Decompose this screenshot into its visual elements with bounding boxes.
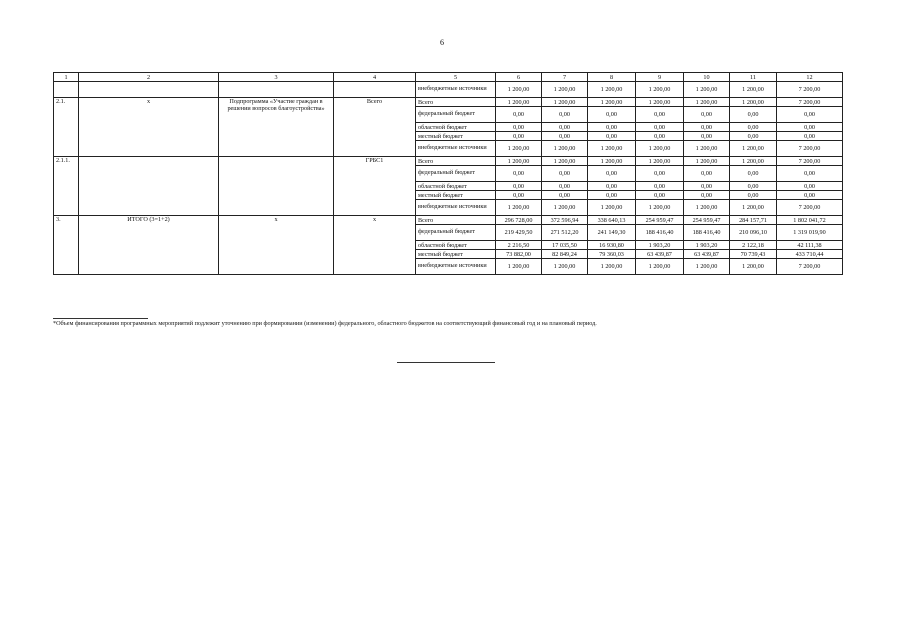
value-cell: 0,00 <box>542 123 588 132</box>
value-cell: 1 903,20 <box>636 241 684 250</box>
header-cell: 12 <box>777 73 843 82</box>
value-cell: 372 596,94 <box>542 216 588 225</box>
header-cell: 4 <box>334 73 416 82</box>
value-cell: 7 200,00 <box>777 157 843 166</box>
value-cell: 1 200,00 <box>542 141 588 157</box>
value-cell: 1 200,00 <box>636 98 684 107</box>
value-cell: 254 959,47 <box>636 216 684 225</box>
value-cell: 7 200,00 <box>777 259 843 275</box>
value-cell: 1 200,00 <box>730 157 777 166</box>
value-cell: 1 802 041,72 <box>777 216 843 225</box>
header-cell: 1 <box>54 73 79 82</box>
value-cell: 1 200,00 <box>730 141 777 157</box>
header-cell: 8 <box>588 73 636 82</box>
value-cell: 79 360,03 <box>588 250 636 259</box>
value-cell: 1 319 019,90 <box>777 225 843 241</box>
value-cell: 0,00 <box>496 123 542 132</box>
value-cell: 433 710,44 <box>777 250 843 259</box>
value-cell: 7 200,00 <box>777 98 843 107</box>
value-cell: 1 200,00 <box>636 200 684 216</box>
header-cell: 11 <box>730 73 777 82</box>
value-cell: 82 849,24 <box>542 250 588 259</box>
value-cell: 0,00 <box>777 107 843 123</box>
source-label: местный бюджет <box>416 132 496 141</box>
value-cell: 0,00 <box>684 132 730 141</box>
value-cell: 188 416,40 <box>636 225 684 241</box>
source-label: внебюджетные источники <box>416 141 496 157</box>
value-cell: 1 200,00 <box>636 259 684 275</box>
executor-name: Всего <box>334 98 416 157</box>
empty-cell <box>334 82 416 98</box>
value-cell: 0,00 <box>636 123 684 132</box>
value-cell: 1 200,00 <box>588 200 636 216</box>
source-label: внебюджетные источники <box>416 259 496 275</box>
value-cell: 0,00 <box>730 182 777 191</box>
source-label: внебюджетные источники <box>416 200 496 216</box>
value-cell: 1 200,00 <box>496 200 542 216</box>
value-cell: 7 200,00 <box>777 141 843 157</box>
value-cell: 241 149,30 <box>588 225 636 241</box>
source-label: Всего <box>416 157 496 166</box>
header-cell: 6 <box>496 73 542 82</box>
value-cell: 1 200,00 <box>636 141 684 157</box>
value-cell: 296 728,00 <box>496 216 542 225</box>
value-cell: 1 200,00 <box>588 141 636 157</box>
value-cell: 1 200,00 <box>684 141 730 157</box>
value-cell: 1 200,00 <box>684 98 730 107</box>
value-cell: 63 439,87 <box>684 250 730 259</box>
value-cell: 0,00 <box>588 191 636 200</box>
value-cell: 0,00 <box>588 166 636 182</box>
value-cell: 2 216,50 <box>496 241 542 250</box>
source-label: областной бюджет <box>416 123 496 132</box>
value-cell: 210 096,10 <box>730 225 777 241</box>
header-cell: 2 <box>79 73 219 82</box>
value-cell: 0,00 <box>636 166 684 182</box>
value-cell: 1 200,00 <box>542 98 588 107</box>
value-cell: 0,00 <box>684 166 730 182</box>
source-label: федеральный бюджет <box>416 107 496 123</box>
value-cell: 284 157,71 <box>730 216 777 225</box>
value-cell: 219 429,50 <box>496 225 542 241</box>
value-cell: 1 200,00 <box>496 82 542 98</box>
value-cell: 0,00 <box>496 107 542 123</box>
value-cell: 1 200,00 <box>542 259 588 275</box>
value-cell: 0,00 <box>684 107 730 123</box>
value-cell: 0,00 <box>496 132 542 141</box>
executor-name: x <box>334 216 416 275</box>
row-number: 2.1.1. <box>54 157 79 216</box>
value-cell: 1 903,20 <box>684 241 730 250</box>
value-cell: 1 200,00 <box>588 82 636 98</box>
value-cell: 0,00 <box>496 166 542 182</box>
source-label: местный бюджет <box>416 250 496 259</box>
value-cell: 0,00 <box>730 132 777 141</box>
value-cell: 0,00 <box>588 107 636 123</box>
row-name <box>79 157 219 216</box>
value-cell: 1 200,00 <box>588 259 636 275</box>
value-cell: 1 200,00 <box>730 259 777 275</box>
value-cell: 1 200,00 <box>636 82 684 98</box>
source-label: областной бюджет <box>416 241 496 250</box>
value-cell: 0,00 <box>542 132 588 141</box>
value-cell: 188 416,40 <box>684 225 730 241</box>
header-cell: 3 <box>219 73 334 82</box>
source-label: федеральный бюджет <box>416 166 496 182</box>
value-cell: 0,00 <box>777 182 843 191</box>
value-cell: 73 882,00 <box>496 250 542 259</box>
value-cell: 1 200,00 <box>684 200 730 216</box>
value-cell: 1 200,00 <box>684 82 730 98</box>
value-cell: 7 200,00 <box>777 82 843 98</box>
footnote: *Объем финансирования программных мероприятий подлежит уточнению при формировании (изменении) федерального, областного бюджетов на соответствующий финансовый год и на плановый период. <box>53 320 597 327</box>
value-cell: 0,00 <box>588 132 636 141</box>
source-label: местный бюджет <box>416 191 496 200</box>
value-cell: 254 959,47 <box>684 216 730 225</box>
value-cell: 1 200,00 <box>496 259 542 275</box>
value-cell: 0,00 <box>777 123 843 132</box>
empty-cell <box>79 82 219 98</box>
value-cell: 1 200,00 <box>684 157 730 166</box>
table-row <box>54 98 843 107</box>
value-cell: 0,00 <box>636 132 684 141</box>
value-cell: 1 200,00 <box>496 98 542 107</box>
value-cell: 271 512,20 <box>542 225 588 241</box>
value-cell: 0,00 <box>684 191 730 200</box>
row-number: 2.1. <box>54 98 79 157</box>
value-cell: 1 200,00 <box>496 157 542 166</box>
value-cell: 7 200,00 <box>777 200 843 216</box>
value-cell: 0,00 <box>684 123 730 132</box>
budget-table <box>53 72 843 275</box>
value-cell: 1 200,00 <box>730 82 777 98</box>
value-cell: 1 200,00 <box>542 200 588 216</box>
value-cell: 70 739,43 <box>730 250 777 259</box>
value-cell: 0,00 <box>730 107 777 123</box>
value-cell: 1 200,00 <box>636 157 684 166</box>
program-name <box>219 157 334 216</box>
value-cell: 0,00 <box>777 166 843 182</box>
program-name: Подпрограмма «Участие граждан в решении вопросов благоустройства» <box>219 98 334 157</box>
value-cell: 16 930,80 <box>588 241 636 250</box>
executor-name: ГРБС1 <box>334 157 416 216</box>
value-cell: 0,00 <box>588 123 636 132</box>
source-label: Всего <box>416 98 496 107</box>
value-cell: 1 200,00 <box>684 259 730 275</box>
end-line <box>397 362 495 363</box>
value-cell: 2 122,18 <box>730 241 777 250</box>
value-cell: 1 200,00 <box>542 157 588 166</box>
value-cell: 0,00 <box>542 166 588 182</box>
table-row <box>54 157 843 166</box>
value-cell: 0,00 <box>730 191 777 200</box>
source-label: федеральный бюджет <box>416 225 496 241</box>
value-cell: 0,00 <box>588 182 636 191</box>
value-cell: 1 200,00 <box>542 82 588 98</box>
value-cell: 1 200,00 <box>496 141 542 157</box>
value-cell: 0,00 <box>684 182 730 191</box>
value-cell: 0,00 <box>636 191 684 200</box>
source-label: внебюджетные источники <box>416 82 496 98</box>
value-cell: 0,00 <box>542 107 588 123</box>
header-row <box>54 73 843 82</box>
footnote-separator <box>53 318 148 319</box>
page-number: 6 <box>440 38 444 47</box>
row-name: x <box>79 98 219 157</box>
value-cell: 1 200,00 <box>730 200 777 216</box>
value-cell: 338 640,13 <box>588 216 636 225</box>
value-cell: 0,00 <box>777 191 843 200</box>
value-cell: 0,00 <box>542 182 588 191</box>
source-label: Всего <box>416 216 496 225</box>
value-cell: 0,00 <box>636 182 684 191</box>
header-cell: 7 <box>542 73 588 82</box>
program-name: x <box>219 216 334 275</box>
value-cell: 42 111,38 <box>777 241 843 250</box>
value-cell: 1 200,00 <box>588 98 636 107</box>
header-cell: 5 <box>416 73 496 82</box>
value-cell: 0,00 <box>636 107 684 123</box>
table-row <box>54 82 843 98</box>
row-name: ИТОГО (3=1+2) <box>79 216 219 275</box>
value-cell: 0,00 <box>496 182 542 191</box>
table-row <box>54 216 843 225</box>
value-cell: 0,00 <box>730 166 777 182</box>
value-cell: 0,00 <box>777 132 843 141</box>
source-label: областной бюджет <box>416 182 496 191</box>
header-cell: 9 <box>636 73 684 82</box>
empty-cell <box>54 82 79 98</box>
row-number: 3. <box>54 216 79 275</box>
value-cell: 1 200,00 <box>588 157 636 166</box>
value-cell: 17 035,50 <box>542 241 588 250</box>
empty-cell <box>219 82 334 98</box>
value-cell: 1 200,00 <box>730 98 777 107</box>
value-cell: 63 439,87 <box>636 250 684 259</box>
value-cell: 0,00 <box>542 191 588 200</box>
header-cell: 10 <box>684 73 730 82</box>
value-cell: 0,00 <box>496 191 542 200</box>
value-cell: 0,00 <box>730 123 777 132</box>
